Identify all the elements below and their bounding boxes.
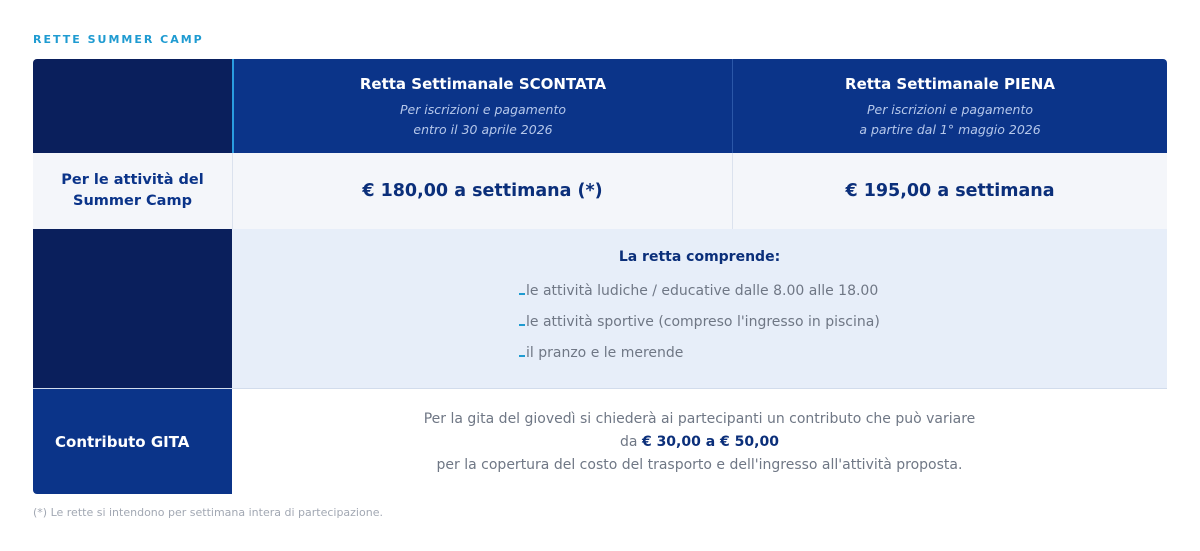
price-label-line1: Per le attività del <box>61 172 204 188</box>
list-item-text: le attività sportive (compreso l'ingresso in piscina) <box>526 314 880 330</box>
dash-icon <box>519 324 525 326</box>
gita-line2-prefix: da <box>620 434 638 450</box>
gita-row <box>33 389 1167 494</box>
pricing-table <box>33 59 1167 494</box>
header-empty-cell <box>33 59 232 153</box>
list-item <box>519 283 880 314</box>
gita-line2 <box>232 431 1167 454</box>
gita-label: Contributo GITA <box>33 389 232 494</box>
list-item-text: il pranzo e le merende <box>526 345 684 361</box>
section-title: RETTE SUMMER CAMP <box>33 33 204 46</box>
header-full-subtitle <box>733 100 1167 140</box>
header-discounted-subtitle <box>234 100 732 140</box>
includes-row <box>33 229 1167 389</box>
includes-cell <box>232 229 1167 388</box>
dash-icon <box>519 293 525 295</box>
dash-icon <box>519 355 525 357</box>
list-item <box>519 345 880 376</box>
price-discounted: € 180,00 a settimana (*) <box>232 153 733 229</box>
price-row <box>33 153 1167 230</box>
price-label-line2: Summer Camp <box>73 193 192 209</box>
gita-line3: per la copertura del costo del trasporto e dell'ingresso all'attività proposta. <box>436 457 963 473</box>
includes-empty-cell <box>33 229 232 388</box>
header-full-sub-line2: a partire dal 1° maggio 2026 <box>859 122 1041 137</box>
header-full-title: Retta Settimanale PIENA <box>845 75 1055 93</box>
price-row-label <box>33 153 232 229</box>
header-full-sub-line1: Per iscrizioni e pagamento <box>866 102 1034 117</box>
gita-description <box>232 389 1167 494</box>
price-full: € 195,00 a settimana <box>845 181 1055 201</box>
table-header-row <box>33 59 1167 153</box>
footnote: (*) Le rette si intendono per settimana intera di partecipazione. <box>33 506 383 519</box>
list-item <box>519 314 880 345</box>
header-discounted-sub-line1: Per iscrizioni e pagamento <box>399 102 567 117</box>
header-discounted-sub-line2: entro il 30 aprile 2026 <box>413 122 553 137</box>
gita-line1: Per la gita del giovedì si chiederà ai partecipanti un contributo che può variare <box>423 411 976 427</box>
includes-title: La retta comprende: <box>618 249 781 265</box>
header-discounted <box>232 59 733 153</box>
list-item-text: le attività ludiche / educative dalle 8.00 alle 18.00 <box>526 283 879 299</box>
gita-amount: € 30,00 a € 50,00 <box>641 434 779 450</box>
header-discounted-title: Retta Settimanale SCONTATA <box>359 75 607 93</box>
includes-list <box>519 283 880 376</box>
header-full <box>733 59 1167 153</box>
